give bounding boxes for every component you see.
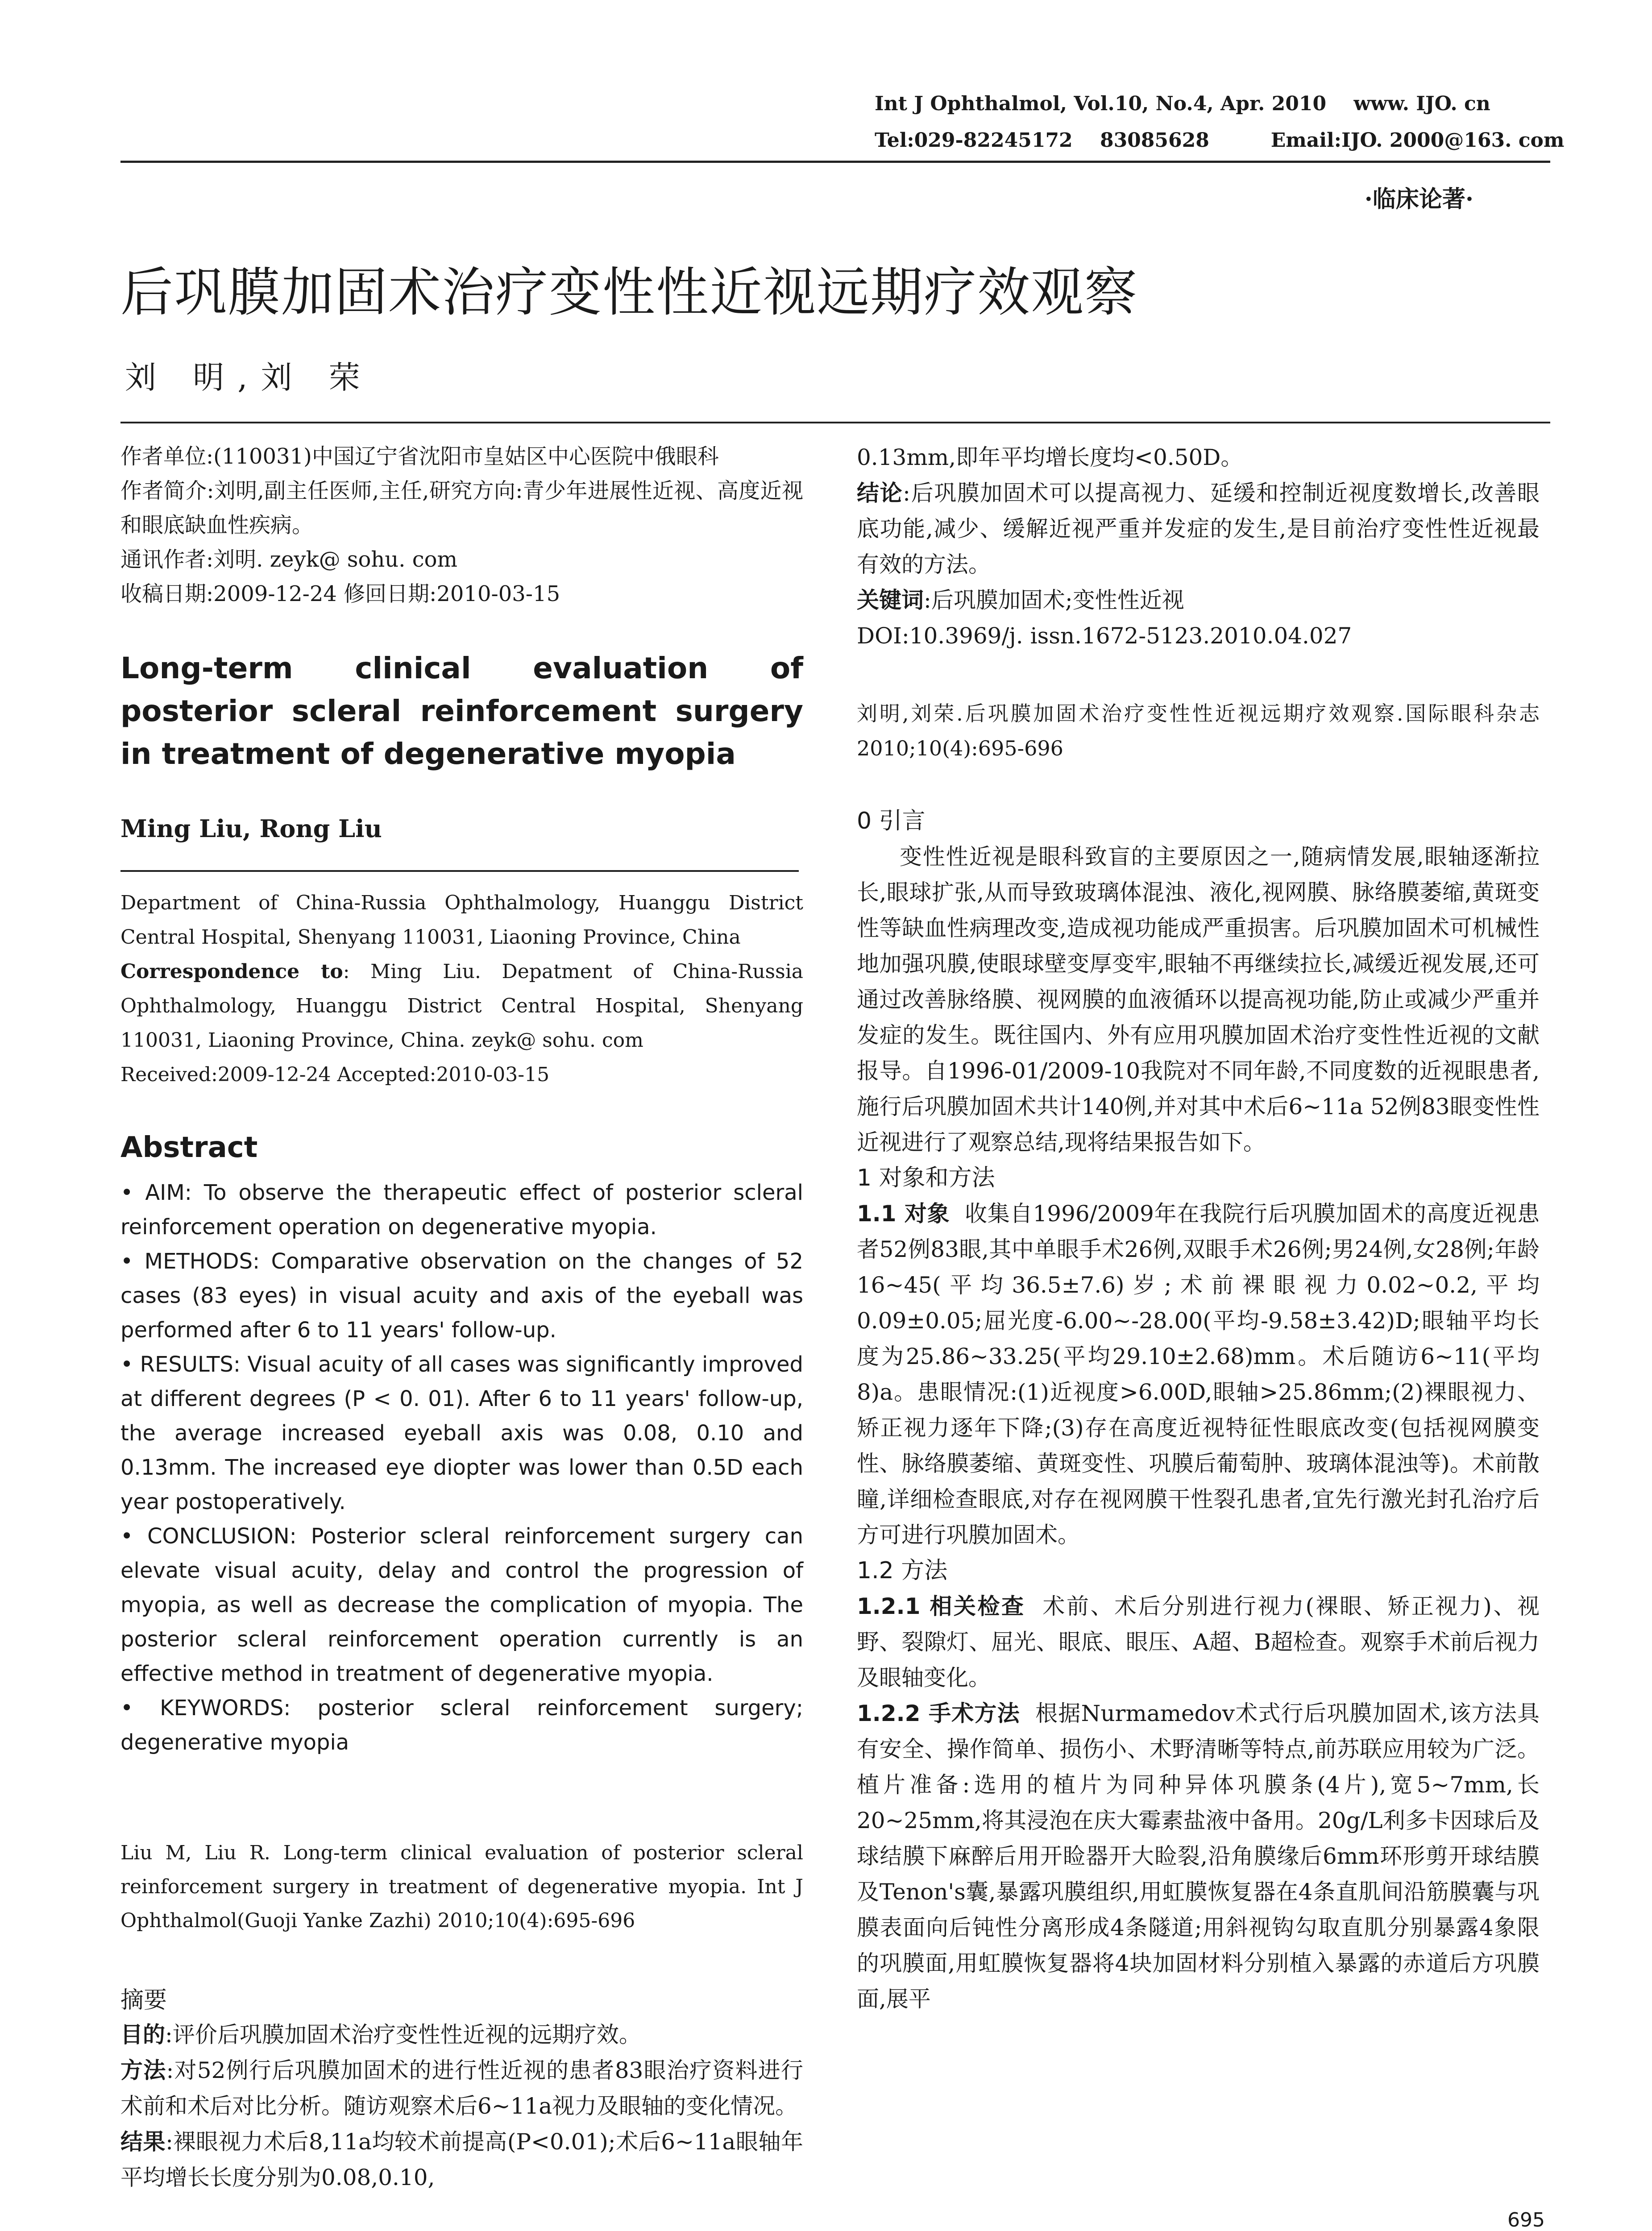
cn-abstract-body — [120, 2017, 803, 2195]
abstract-results: • RESULTS: Visual acuity of all cases was significantly improved at different degrees (P < 0. 01). After 6 to 11 years' follow-up, the average increased eyeball axis was 0.08, 0.10 and 0.13mm. The increased eye diopter was lower than 0.5D each year postoperatively. — [120, 1352, 803, 1514]
cn-abs-result-text: :裸眼视力术后8,11a均较术前提高(P<0.01);术后6~11a眼轴年平均增长长度分别为0.08,0.10, — [120, 2129, 803, 2190]
corresponding-author: 通讯作者:刘明. zeyk@ sohu. com — [120, 547, 458, 572]
cn-abs-result — [120, 2124, 803, 2195]
abstract-body — [120, 1176, 803, 1760]
cn-abs-conclusion-label: 结论 — [857, 480, 903, 506]
cn-abstract-heading: 摘要 — [120, 1987, 167, 2014]
cn-keywords — [857, 582, 1540, 618]
correspondence-text: : Ming Liu. Depatment of China-Russia Ophthalmology, Huanggu District Central Hospital, Shenyang 110031, Liaoning Province, China. zeyk@ sohu. com — [120, 960, 803, 1052]
page-title: 后巩膜加固术治疗变性性近视远期疗效观察 — [120, 261, 1138, 323]
affiliation-block — [120, 440, 803, 611]
section-1-heading: 1 对象和方法 — [857, 1165, 995, 1191]
citation-en: Liu M, Liu R. Long-term clinical evaluation of posterior scleral reinforcement surgery in treatment of degenerative myopia. Int J Ophthalmol(Guoji Yanke Zazhi) 2010;10(4):695-696 — [120, 1841, 803, 1932]
affiliation: 作者单位:(110031)中国辽宁省沈阳市皇姑区中心医院中俄眼科 — [120, 444, 719, 469]
authors-cn: 刘 明,刘 荣 — [125, 359, 374, 396]
cn-abs-method-text: :对52例行后巩膜加固术的进行性近视的患者83眼治疗资料进行术前和术后对比分析。随访观察术后6~11a视力及眼轴的变化情况。 — [120, 2057, 804, 2119]
cn-abs-method-label: 方法 — [120, 2057, 166, 2083]
cn-abs-purpose-label: 目的 — [120, 2022, 165, 2048]
contact-line: Tel:029-82245172 83085628 Email:IJO. 2000@163. com — [875, 129, 1565, 152]
section-1-1-label: 1.1 对象 — [857, 1201, 950, 1227]
page-number: 695 — [1507, 2209, 1545, 2231]
section-1-1-body: 收集自1996/2009年在我院行后巩膜加固术的高度近视患者52例83眼,其中单眼手术26例,双眼手术26例;男24例,女28例;年龄16~45(平均36.5±7.6)岁;术前裸眼视力0.02~0.2,平均0.09±0.05;屈光度-6.00~-28.00(平均-9.58±3.42)D;眼轴平均长度为25.86~33.25(平均29.10±2.68)mm。术后随访6~11(平均8)a。患眼情况:(1)近视度>6.00D,眼轴>25.86mm;(2)裸眼视力、矫正视力逐年下降;(3)存在高度近视特征性眼底改变(包括视网膜变性、脉络膜萎缩、黄斑变性、巩膜后葡萄肿、玻璃体混浊等)。术前散瞳,详细检查眼底,对存在视网膜干性裂孔患者,宜先行激光封孔治疗后方可进行巩膜加固术。 — [857, 1201, 1540, 1548]
cn-abs-purpose — [120, 2017, 803, 2053]
section-0-heading: 0 引言 — [857, 808, 926, 834]
abstract-aim: • AIM: To observe the therapeutic effect of posterior scleral reinforcement operation on degenerative myopia. — [120, 1180, 803, 1240]
section-1-2-heading: 1.2 方法 — [857, 1557, 948, 1584]
cn-abs-conclusion-text: :后巩膜加固术可以提高视力、延缓和控制近视度数增长,改善眼底功能,减少、缓解近视严重并发症的发生,是目前治疗变性性近视最有效的方法。 — [857, 480, 1540, 577]
received-dates: 收稿日期:2009-12-24 修回日期:2010-03-15 — [120, 581, 560, 606]
received-accepted: Received:2009-12-24 Accepted:2010-03-15 — [120, 1063, 550, 1086]
abstract-heading: Abstract — [120, 1131, 258, 1164]
cn-keywords-text: :后巩膜加固术;变性性近视 — [924, 587, 1184, 613]
abstract-keywords: • KEYWORDS: posterior scleral reinforcement surgery; degenerative myopia — [120, 1696, 803, 1755]
english-affiliation-block — [120, 886, 803, 1092]
section-tag: ·临床论著· — [1364, 186, 1474, 213]
abstract-conclusion: • CONCLUSION: Posterior scleral reinforcement surgery can elevate visual acuity, delay and control the progression of myopia, as well as decrease the complication of myopia. The posterior scleral reinforcement operation currently is an effective method in treatment of degenerative myopia. — [120, 1524, 803, 1686]
cn-abs-conclusion — [857, 475, 1540, 582]
section-1-1 — [857, 1196, 1540, 1553]
cn-abs-result-label: 结果 — [120, 2129, 166, 2155]
section-1-2-2-label: 1.2.2 手术方法 — [857, 1700, 1020, 1726]
doi: DOI:10.3969/j. issn.1672-5123.2010.04.027 — [857, 623, 1352, 649]
abstract-methods: • METHODS: Comparative observation on the changes of 52 cases (83 eyes) in visual acuity and axis of the eyeball was performed after 6 to 11 years' follow-up. — [120, 1249, 803, 1343]
cn-abs-purpose-text: :评价后巩膜加固术治疗变性性近视的远期疗效。 — [165, 2022, 641, 2048]
cn-abs-continued: 0.13mm,即年平均增长度均<0.50D。 — [857, 444, 1243, 470]
cn-keywords-label: 关键词 — [857, 587, 924, 613]
correspondence — [120, 954, 803, 1057]
journal-line: Int J Ophthalmol, Vol.10, No.4, Apr. 2010 www. IJO. cn — [875, 92, 1490, 115]
cn-abs-method — [120, 2053, 803, 2124]
right-abstract-cont — [857, 440, 1540, 654]
title-rule — [120, 422, 1550, 423]
authors-rule — [120, 870, 799, 872]
english-dept: Department of China-Russia Ophthalmology, Huanggu District Central Hospital, Shenyang 110031, Liaoning Province, China — [120, 892, 803, 949]
section-0-body: 变性性近视是眼科致盲的主要原因之一,随病情发展,眼轴逐渐拉长,眼球扩张,从而导致玻璃体混浊、液化,视网膜、脉络膜萎缩,黄斑变性等缺血性病理改变,造成视功能成严重损害。后巩膜加固术可机械性地加强巩膜,使眼球壁变厚变牢,眼轴不再继续拉长,减缓近视发展,还可通过改善脉络膜、视网膜的血液循环以提高视功能,防止或减少严重并发症的发生。既往国内、外有应用巩膜加固术治疗变性性近视的文献报导。自1996-01/2009-10我院对不同年龄,不同度数的近视眼患者,施行后巩膜加固术共计140例,并对其中术后6~11a 52例83眼变性性近视进行了观察总结,现将结果报告如下。 — [857, 844, 1540, 1155]
section-1-2-2-body: 根据Nurmamedov术式行后巩膜加固术,该方法具有安全、操作简单、损伤小、术野清晰等特点,前苏联应用较为广泛。植片准备:选用的植片为同种异体巩膜条(4片),宽5~7mm,长20~25mm,将其浸泡在庆大霉素盐液中备用。20g/L利多卡因球后及球结膜下麻醉后用开睑器开大睑裂,沿角膜缘后6mm环形剪开球结膜及Tenon's囊,暴露巩膜组织,用虹膜恢复器在4条直肌间沿筋膜囊与巩膜表面向后钝性分离形成4条隧道;用斜视钩勾取直肌分别暴露4象限的巩膜面,用虹膜恢复器将4块加固材料分别植入暴露的赤道后方巩膜面,展平 — [857, 1700, 1540, 2012]
section-1-2-1-body: 术前、术后分别进行视力(裸眼、矫正视力)、视野、裂隙灯、屈光、眼底、眼压、A超、B超检查。观察手术前后视力及眼轴变化。 — [857, 1593, 1540, 1691]
citation-cn: 刘明,刘荣.后巩膜加固术治疗变性性近视远期疗效观察.国际眼科杂志 2010;10(4):695-696 — [857, 701, 1540, 760]
english-title: Long-term clinical evaluation of posterior scleral reinforcement surgery in treatment of degenerative myopia — [120, 651, 803, 771]
section-1-2-2 — [857, 1696, 1540, 2017]
author-bio: 作者简介:刘明,副主任医师,主任,研究方向:青少年进展性近视、高度近视和眼底缺血性疾病。 — [120, 478, 803, 538]
section-1-2-1-label: 1.2.1 相关检查 — [857, 1593, 1025, 1619]
correspondence-label: Correspondence to — [120, 960, 343, 983]
section-1-2-1 — [857, 1588, 1540, 1696]
english-authors: Ming Liu, Rong Liu — [120, 814, 382, 843]
header-rule — [120, 161, 1550, 163]
main-text — [857, 803, 1540, 2017]
